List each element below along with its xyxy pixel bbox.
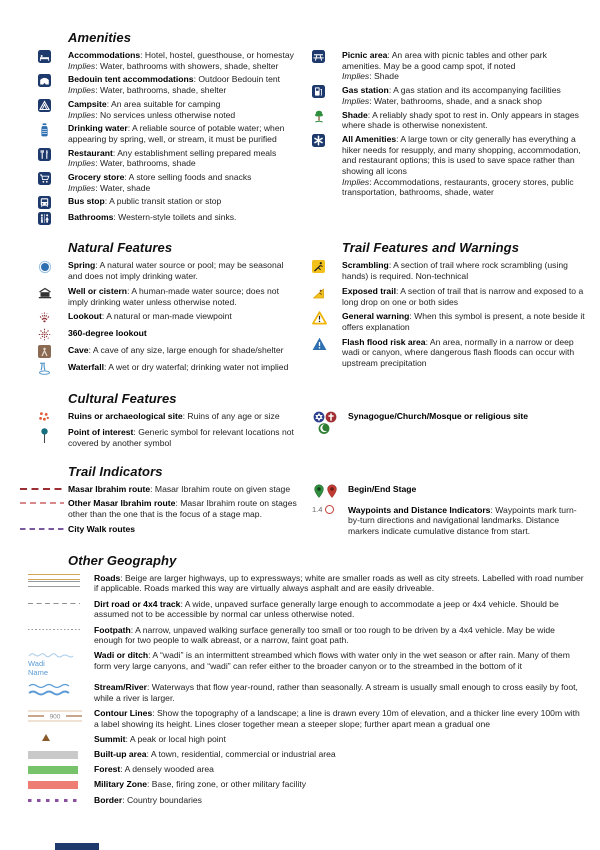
item-term: Picnic area [342, 50, 388, 60]
item-desc: : A wide, unpaved surface generally large enough to accommodate a jeep or 4x4 vehicle. Should be assumed not to be accessible by normal car unless otherwise noted. [94, 598, 559, 620]
item-term: Summit [94, 733, 126, 744]
dashed-route-line [20, 528, 64, 530]
item-desc: : A section of trail where rock scrambling (using hands) is required. Non-technical [342, 260, 568, 282]
exposed-trail-icon [312, 286, 342, 307]
item-term: General warning [342, 311, 410, 322]
item-term: Grocery store [68, 172, 125, 183]
item-desc: : A gas station and its accompanying facilities [388, 85, 561, 96]
item-desc: : A “wadi” is an intermittent streambed which flows with water only in the wet season or after rain. Many of them form very large canyons, and “wadi” can refer either to the broader canyon or to the streambed in the bottom of it [94, 650, 570, 672]
legend-row [38, 123, 300, 144]
legend-text [68, 345, 300, 358]
legend-row [38, 328, 300, 341]
legend-text [342, 260, 586, 281]
legend-row [38, 749, 586, 760]
other-geography-rows [28, 572, 586, 806]
water-bottle-icon [38, 123, 68, 144]
waypoint-distance-label: 1.4 [312, 504, 323, 514]
summit-icon [28, 734, 94, 745]
section-amenities [38, 30, 586, 228]
legend-row [38, 286, 300, 307]
amenities-left-column [38, 50, 300, 228]
legend-text [94, 650, 586, 677]
legend-text [68, 99, 300, 120]
legend-text [342, 286, 586, 307]
flash-flood-icon [312, 337, 342, 369]
trail-indicators-right-column [312, 484, 586, 541]
legend-row [312, 260, 586, 281]
section-title-natural-features: Natural Features [68, 240, 173, 256]
legend-text [68, 498, 300, 519]
picnic-table-icon [312, 50, 342, 82]
item-desc: : Outdoor Bedouin tent [193, 74, 281, 85]
item-desc: : Base, firing zone, or other military facility [147, 779, 307, 790]
item-desc: : A human-made water source; does not imply drinking water unless otherwise noted. [68, 285, 279, 307]
item-desc: : A public transit station or stop [104, 196, 222, 207]
legend-row [38, 172, 300, 193]
item-term: Well or cistern [68, 285, 128, 296]
item-term: Masar Ibrahim route [68, 483, 151, 494]
item-desc: : A section of trail that is narrow and exposed to a long drop on one or both sides [342, 285, 584, 307]
legend-text [68, 148, 300, 169]
item-desc: : Masar Ibrahim route on stages other than the one that is the focus of a stage map. [68, 498, 297, 520]
item-term: Other Masar Ibrahim route [68, 498, 176, 509]
item-desc: : A densely wooded area [120, 764, 214, 775]
item-desc: : A reliably shady spot to rest in. Only appears in stages where shade is otherwise nonexistent. [342, 109, 579, 131]
tree-icon [312, 110, 342, 131]
bed-icon [38, 50, 68, 71]
legend-text [342, 311, 586, 332]
forest-swatch [28, 764, 94, 775]
contour-lines [28, 708, 94, 729]
legend-row [28, 650, 586, 677]
section-title-cultural-features: Cultural Features [68, 391, 177, 407]
grocery-cart-icon [38, 172, 68, 193]
legend-text [348, 505, 586, 537]
item-desc: : Any establishment selling prepared meals [112, 147, 277, 158]
item-term: Forest [94, 764, 121, 775]
item-implies: Implies: Water, shade [68, 182, 151, 193]
highway-line [28, 574, 80, 580]
legend-row [312, 505, 586, 537]
legend-text [94, 749, 586, 760]
lookout-icon [38, 311, 68, 324]
legend-text [94, 573, 586, 594]
item-term: Point of interest [68, 427, 134, 438]
item-desc: : Waypoints mark turn-by-turn directions and navigational landmarks. Distance markers indicate cumulative distance from start. [348, 504, 577, 537]
legend-row [38, 74, 300, 95]
item-term: Flash flood risk area [342, 336, 426, 347]
section-title-trail-warnings: Trail Features and Warnings [342, 240, 520, 256]
legend-row [312, 110, 586, 131]
svg-text:900: 900 [49, 713, 61, 721]
dirt-road-line [28, 599, 94, 620]
item-term: Footpath [94, 624, 131, 635]
item-term: Military Zone [94, 779, 148, 790]
legend-text [342, 110, 586, 131]
item-desc: : Hotel, hostel, guesthouse, or homestay [140, 50, 294, 60]
bus-icon [38, 196, 68, 209]
legend-text [68, 50, 300, 71]
legend-text [342, 134, 586, 198]
section-trail-warnings [312, 240, 586, 379]
dashed-route-line [20, 502, 64, 504]
item-term: Spring [68, 260, 96, 271]
waypoint-ring [325, 505, 334, 514]
item-desc: : When this symbol is present, a note beside it offers explanation [342, 311, 585, 332]
item-term: Wadi or ditch [94, 650, 149, 661]
item-desc: : An area with picnic tables and other park amenities. May be a good camp spot, if noted [342, 50, 547, 71]
legend-row [312, 337, 586, 369]
legend-row [38, 411, 300, 424]
section-title-other-geography: Other Geography [68, 552, 177, 568]
legend-row [38, 599, 586, 620]
bathrooms-icon [38, 212, 68, 225]
military-swatch [28, 779, 94, 790]
small-road-line [28, 581, 80, 587]
legend-row [38, 311, 300, 324]
item-term: Gas station [342, 85, 389, 96]
stage-pins-icon [312, 484, 348, 501]
legend-text [94, 708, 586, 729]
waypoint-icon [312, 505, 348, 537]
item-desc: : Country boundaries [122, 794, 202, 805]
poi-icon [38, 427, 68, 448]
legend-row [312, 134, 586, 198]
item-desc: : A narrow, unpaved walking surface generally too small or too rough to be driven by a 4x4 vehicle. May be wide enough for two people to walk abreast, or a narrow, faint goat path. [94, 624, 555, 646]
cave-icon [38, 345, 68, 358]
section-cultural-features [38, 391, 586, 451]
legend-text [68, 196, 300, 209]
item-desc: : A reliable source of potable water; when appearing by spring, well, or stream, it must be purified [68, 123, 285, 144]
legend-text [68, 362, 300, 375]
legend-row [38, 260, 300, 281]
stream-river-lines [28, 682, 94, 703]
legend-text [68, 123, 300, 144]
item-term: Scrambling [342, 260, 389, 271]
item-term: Accommodations [68, 50, 141, 60]
item-term: Roads [94, 572, 121, 583]
page-edge-artifact [55, 843, 99, 850]
item-term: Border [94, 794, 123, 805]
legend-text [342, 50, 586, 82]
section-trail-indicators [38, 464, 586, 541]
legend-row [38, 362, 300, 375]
legend-text [348, 411, 586, 435]
item-desc: : A town, residential, commercial or industrial area [146, 749, 336, 759]
item-desc: : An area, normally in a narrow or deep wadi or canyon, where dangerous flash floods can occur with upstream precipitation [342, 336, 575, 369]
legend-row [38, 498, 300, 519]
gas-pump-icon [312, 85, 342, 106]
item-term: All Amenities [342, 133, 397, 144]
section-other-geography [28, 552, 586, 806]
ruins-icon [38, 411, 68, 424]
legend-text [94, 779, 586, 790]
item-desc: : A store selling foods and snacks [124, 172, 252, 183]
legend-text [342, 85, 586, 106]
legend-text [94, 734, 586, 745]
trail-indicators-left-column [38, 484, 300, 541]
legend-text [68, 286, 300, 307]
item-desc: : Masar Ibrahim route on given stage [150, 483, 291, 494]
legend-row [38, 625, 586, 646]
item-desc: : A wet or dry waterfal; drinking water not implied [103, 362, 289, 373]
wadi-name-label: Wadi Name [28, 659, 49, 677]
item-desc: : A peak or local high point [125, 733, 226, 744]
legend-row [38, 148, 300, 169]
legend-row [312, 286, 586, 307]
city-walk-route-line [20, 524, 68, 535]
item-term: Begin/End Stage [348, 483, 417, 494]
legend-text [68, 212, 300, 225]
legend-text [68, 524, 300, 535]
other-masar-route-line [20, 498, 68, 519]
legend-text [342, 337, 586, 369]
lookout-360-icon [38, 328, 68, 341]
asterisk-icon [312, 134, 342, 198]
trail-warnings-rows [312, 260, 586, 368]
item-term: Bus stop [68, 196, 105, 207]
built-up-swatch [28, 749, 94, 760]
restaurant-icon [38, 148, 68, 169]
legend-text [94, 795, 586, 806]
bedouin-tent-icon [38, 74, 68, 95]
item-desc: : Generic symbol for relevant locations not covered by another symbol [68, 427, 294, 448]
item-desc: : A natural or man-made viewpoint [101, 311, 232, 322]
item-term: Shade [342, 109, 368, 120]
section-natural-features [38, 240, 300, 379]
item-desc: : Western-style toilets and sinks. [113, 212, 237, 223]
item-implies: Implies: Water, bathrooms, shade [68, 158, 196, 169]
wadi-line [28, 650, 94, 677]
item-desc: : Show the topography of a landscape; a line is drawn every 10m of elevation, and a thicker line every 100m with a label showing its height. Lines closer together mean a steeper slope; further apart mean a gradual one [94, 707, 580, 729]
item-term: Built-up area [94, 749, 147, 759]
legend-row [38, 196, 300, 209]
legend-row [312, 85, 586, 106]
legend-row [38, 682, 586, 703]
item-implies: Implies: Accommodations, restaurants, grocery stores, public transportation, bathrooms, shade, water [342, 176, 574, 198]
legend-row [38, 50, 300, 71]
item-term: City Walk routes [68, 523, 136, 534]
waterfall-icon [38, 362, 68, 375]
legend-text [94, 625, 586, 646]
item-implies: Implies: Water, bathrooms, shade, shelter [68, 85, 227, 96]
item-term: Bedouin tent accommodations [68, 74, 194, 85]
border-line [28, 795, 94, 806]
legend-text [68, 172, 300, 193]
legend-row [38, 99, 300, 120]
warning-triangle-icon [312, 311, 342, 332]
cultural-left-column [38, 411, 300, 451]
item-term: Drinking water [68, 123, 128, 134]
item-term: Bathrooms [68, 212, 114, 223]
legend-text [68, 74, 300, 95]
legend-text [68, 427, 300, 448]
item-term: Restaurant [68, 147, 113, 158]
item-desc: : A cave of any size, large enough for shade/shelter [88, 345, 284, 356]
item-desc: : A large town or city generally has everything a hiker needs for resupply, and many shopping, accommodation, and restaurant options; this is used to save space rather than showing all icons [342, 133, 581, 177]
legend-row [38, 708, 586, 729]
legend-text [94, 682, 586, 703]
item-desc: : A natural water source or pool; may be seasonal and does not imply drinking water. [68, 260, 284, 282]
section-title-amenities: Amenities [68, 30, 132, 45]
spring-icon [38, 260, 68, 281]
legend-row [312, 411, 586, 435]
legend-row [38, 212, 300, 225]
legend-row [38, 573, 586, 594]
item-implies: Implies: Shade [342, 71, 399, 82]
legend-row [38, 345, 300, 358]
cultural-right-column [312, 411, 586, 451]
religious-site-icons [312, 411, 348, 435]
legend-row [38, 795, 586, 806]
dashed-route-line [20, 488, 64, 491]
item-term: Ruins or archaeological site [68, 411, 183, 422]
item-term: Exposed trail [342, 285, 396, 296]
item-term: Lookout [68, 311, 102, 322]
well-icon [38, 286, 68, 307]
legend-row [38, 427, 300, 448]
legend-text [68, 484, 300, 495]
legend-text [68, 328, 300, 341]
natural-features-rows [38, 260, 300, 375]
legend-text [348, 484, 586, 501]
scrambling-icon [312, 260, 342, 281]
legend-row [38, 524, 300, 535]
legend-row [38, 484, 300, 495]
legend-row [38, 764, 586, 775]
roads-lines [28, 573, 94, 594]
legend-text [94, 599, 586, 620]
item-desc: : Ruins of any age or size [182, 411, 280, 422]
item-implies: Implies: Water, bathrooms, shade, and a snack shop [342, 95, 542, 106]
item-term: Waypoints and Distance Indicators [348, 504, 491, 515]
item-term: Stream/River [94, 681, 148, 692]
item-term: Campsite [68, 98, 107, 109]
item-term: 360-degree lookout [68, 328, 147, 339]
legend-row [38, 734, 586, 745]
item-term: Contour Lines [94, 707, 153, 718]
item-implies: Implies: No services unless otherwise noted [68, 109, 236, 120]
section-title-trail-indicators: Trail Indicators [68, 463, 163, 479]
item-desc: : Waterways that flow year-round, rather than seasonally. A stream is usually small enough to cross easily by foot, while a river is larger. [94, 681, 578, 703]
item-term: Synagogue/Church/Mosque or religious site [348, 411, 529, 422]
legend-text [68, 311, 300, 324]
legend-text [94, 764, 586, 775]
footpath-line [28, 625, 94, 646]
item-term: Waterfall [68, 362, 104, 373]
legend-row [312, 311, 586, 332]
legend-text [68, 411, 300, 424]
legend-text [68, 260, 300, 281]
masar-route-line [20, 484, 68, 495]
item-term: Cave [68, 345, 89, 356]
campsite-icon [38, 99, 68, 120]
legend-row [38, 779, 586, 790]
legend-row [312, 484, 586, 501]
item-implies: Implies: Water, bathrooms with showers, shade, shelter [68, 60, 279, 71]
item-term: Dirt road or 4x4 track [94, 598, 181, 609]
item-desc: : An area suitable for camping [106, 98, 221, 109]
amenities-right-column [312, 50, 586, 228]
legend-row [312, 50, 586, 82]
item-desc: : Beige are larger highways, up to expressways; white are smaller roads as well as city streets. Labelled with road number if applicable. Roads marked this way are virtually always asphalt and are easily driveable. [94, 572, 584, 594]
